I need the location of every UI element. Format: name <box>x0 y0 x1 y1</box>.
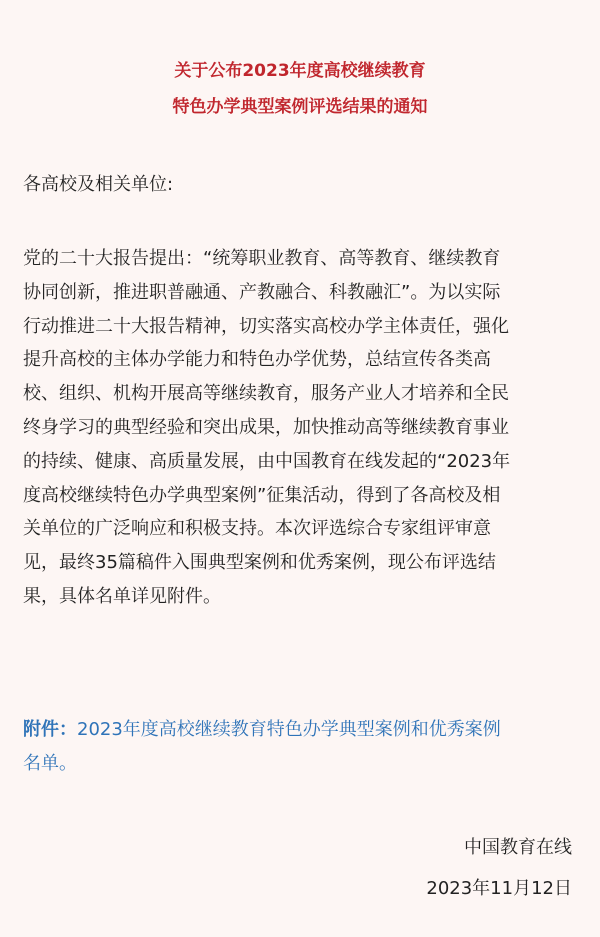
body-line: 协同创新，推进职普融通、产教融合、科教融汇”。为以实际 <box>23 281 501 303</box>
attachment-link[interactable] <box>23 713 575 781</box>
notice-title-line-2: 特色办学典型案例评选结果的通知 <box>172 97 428 117</box>
body-line: 度高校继续特色办学典型案例”征集活动，得到了各高校及相 <box>23 484 501 506</box>
attachment-line-2[interactable]: 名单。 <box>23 752 77 774</box>
salutation: 各高校及相关单位: <box>23 174 174 195</box>
body-line: 见，最终35篇稿件入围典型案例和优秀案例，现公布评选结 <box>23 552 496 574</box>
body-line: 校、组织、机构开展高等继续教育，服务产业人才培养和全民 <box>23 383 509 405</box>
notice-title-line-1: 关于公布2023年度高校继续教育 <box>174 61 426 81</box>
issue-date: 2023年11月12日 <box>426 878 572 899</box>
body-line: 关单位的广泛响应和积极支持。本次评选综合专家组评审意 <box>23 518 491 540</box>
body-line: 果，具体名单详见附件。 <box>23 585 221 607</box>
attachment-label: 附件： <box>23 719 77 740</box>
attachment-line-1[interactable] <box>23 713 575 747</box>
attachment-title[interactable]: 2023年度高校继续教育特色办学典型案例和优秀案例 <box>77 719 501 740</box>
body-line: 提升高校的主体办学能力和特色办学优势，总结宣传各类高 <box>23 349 491 371</box>
signer: 中国教育在线 <box>464 837 572 858</box>
body-line: 行动推进二十大报告精神，切实落实高校办学主体责任，强化 <box>23 315 509 337</box>
body-line: 的持续、健康、高质量发展，由中国教育在线发起的“2023年 <box>23 450 511 472</box>
body-line: 党的二十大报告提出：“统筹职业教育、高等教育、继续教育 <box>23 248 501 269</box>
body-line: 终身学习的典型经验和突出成果，加快推动高等继续教育事业 <box>23 416 509 438</box>
notice-body <box>23 242 575 614</box>
